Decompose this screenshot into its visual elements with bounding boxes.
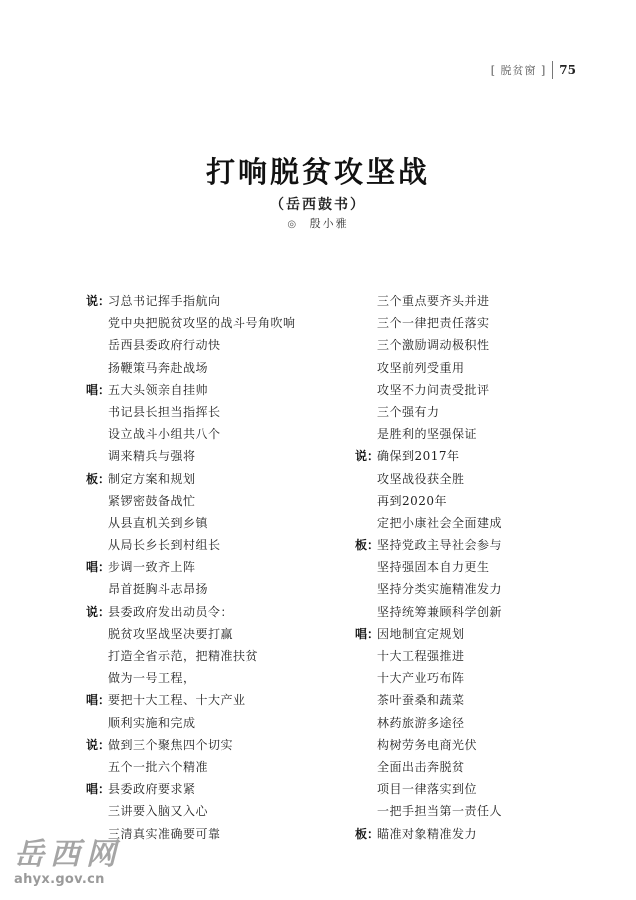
speaker-label bbox=[355, 468, 377, 490]
verse-text: 坚持强固本自力更生 bbox=[377, 560, 490, 575]
verse-line bbox=[86, 556, 296, 578]
speaker-label: 说： bbox=[86, 294, 111, 308]
verse-line bbox=[86, 423, 296, 445]
page-number: 75 bbox=[559, 63, 576, 77]
section-label: [ 脱贫窗 ] bbox=[490, 64, 547, 77]
running-header bbox=[491, 61, 576, 79]
verse-line bbox=[355, 512, 502, 534]
verse-line bbox=[355, 734, 502, 756]
speaker-label bbox=[86, 512, 108, 534]
speaker-label bbox=[355, 712, 377, 734]
verse-line bbox=[355, 334, 502, 356]
speaker-label bbox=[86, 645, 108, 667]
verse-line bbox=[355, 756, 502, 778]
verse-text: 十大产业巧布阵 bbox=[377, 671, 465, 686]
speaker-label: 板： bbox=[355, 826, 380, 841]
verse-text: 调来精兵与强将 bbox=[108, 449, 196, 464]
verse-text: 顺利实施和完成 bbox=[108, 715, 196, 730]
verse-text: 三个一律把责任落实 bbox=[377, 316, 490, 331]
verse-text: 做到三个聚焦四个切实 bbox=[108, 737, 234, 752]
speaker-label bbox=[355, 312, 377, 334]
speaker-label: 说： bbox=[86, 604, 111, 619]
verse-line bbox=[86, 800, 296, 822]
speaker-label bbox=[355, 734, 377, 756]
speaker-label bbox=[355, 778, 377, 800]
speaker-label bbox=[355, 800, 377, 822]
verse-text: 五大头领亲自挂帅 bbox=[108, 382, 209, 397]
speaker-label bbox=[86, 423, 108, 445]
header-divider bbox=[552, 61, 553, 79]
verse-text: 紧锣密鼓备战忙 bbox=[108, 493, 196, 508]
verse-line bbox=[86, 312, 296, 334]
speaker-label bbox=[355, 334, 377, 356]
verse-line bbox=[86, 534, 296, 556]
verse-line bbox=[86, 756, 296, 778]
speaker-label bbox=[86, 534, 108, 556]
verse-text: 昂首挺胸斗志昂扬 bbox=[108, 582, 209, 597]
verse-text: 瞄准对象精准发力 bbox=[377, 826, 478, 841]
verse-text: 做为一号工程， bbox=[108, 671, 196, 686]
verse-line bbox=[355, 601, 502, 623]
verse-line bbox=[86, 578, 296, 600]
verse-line bbox=[86, 712, 296, 734]
verse-text: 岳西县委政府行动快 bbox=[108, 338, 221, 353]
verse-text: 茶叶蚕桑和蔬菜 bbox=[377, 693, 465, 708]
verse-text: 习总书记挥手指航向 bbox=[108, 294, 221, 308]
verse-text: 确保到2017年 bbox=[377, 449, 460, 464]
verse-text: 三个重点要齐头并进 bbox=[377, 294, 490, 308]
verse-text: 从县直机关到乡镇 bbox=[108, 515, 209, 530]
verse-line bbox=[355, 379, 502, 401]
speaker-label bbox=[86, 667, 108, 689]
verse-line bbox=[355, 712, 502, 734]
speaker-label bbox=[355, 290, 377, 312]
speaker-label: 唱： bbox=[86, 560, 111, 575]
site-watermark bbox=[14, 838, 144, 887]
verse-line bbox=[355, 556, 502, 578]
verse-text: 设立战斗小组共八个 bbox=[108, 427, 221, 442]
speaker-label bbox=[86, 623, 108, 645]
speaker-label bbox=[86, 490, 108, 512]
verse-text: 制定方案和规划 bbox=[108, 471, 196, 486]
verse-line bbox=[355, 401, 502, 423]
verse-line bbox=[355, 778, 502, 800]
verse-line bbox=[86, 357, 296, 379]
speaker-label bbox=[355, 667, 377, 689]
speaker-label bbox=[86, 756, 108, 778]
verse-line bbox=[86, 601, 296, 623]
verse-line bbox=[355, 623, 502, 645]
verse-text: 构树劳务电商光伏 bbox=[377, 737, 478, 752]
verse-text: 扬鞭策马奔赴战场 bbox=[108, 360, 209, 375]
verse-line bbox=[355, 312, 502, 334]
verse-line bbox=[355, 578, 502, 600]
verse-line bbox=[86, 734, 296, 756]
speaker-label: 唱： bbox=[355, 626, 380, 641]
right-column bbox=[355, 290, 502, 845]
watermark-logo: 岳西网 bbox=[14, 837, 122, 872]
speaker-label bbox=[86, 445, 108, 467]
speaker-label: 说： bbox=[86, 737, 111, 752]
speaker-label bbox=[86, 578, 108, 600]
speaker-label: 板： bbox=[355, 538, 380, 553]
verse-line bbox=[86, 623, 296, 645]
speaker-label bbox=[355, 490, 377, 512]
verse-text: 因地制宜定规划 bbox=[377, 626, 465, 641]
speaker-label bbox=[86, 401, 108, 423]
speaker-label: 板： bbox=[86, 471, 111, 486]
verse-text: 是胜利的坚强保证 bbox=[377, 427, 478, 442]
speaker-label bbox=[86, 800, 108, 822]
verse-text: 攻坚不力问责受批评 bbox=[377, 382, 490, 397]
verse-text: 书记县长担当指挥长 bbox=[108, 404, 221, 419]
speaker-label bbox=[355, 645, 377, 667]
verse-line bbox=[355, 823, 502, 845]
speaker-label: 唱： bbox=[86, 693, 111, 708]
verse-text: 三个强有力 bbox=[377, 404, 440, 419]
left-column bbox=[86, 290, 296, 845]
verse-text: 三个激励调动极积性 bbox=[377, 338, 490, 353]
verse-line bbox=[86, 468, 296, 490]
speaker-label bbox=[355, 689, 377, 711]
speaker-label: 唱： bbox=[86, 382, 111, 397]
verse-text: 全面出击奔脱贫 bbox=[377, 759, 465, 774]
speaker-label bbox=[355, 756, 377, 778]
verse-text: 攻坚战役获全胜 bbox=[377, 471, 465, 486]
verse-line bbox=[355, 800, 502, 822]
verse-line bbox=[355, 645, 502, 667]
verse-text: 三清真实准确要可靠 bbox=[108, 826, 221, 841]
verse-text: 十大工程强推进 bbox=[377, 649, 465, 663]
speaker-label bbox=[355, 357, 377, 379]
verse-line bbox=[355, 667, 502, 689]
verse-line bbox=[355, 490, 502, 512]
verse-text: 再到2020年 bbox=[377, 493, 448, 508]
speaker-label bbox=[355, 556, 377, 578]
bullet-icon: ◎ bbox=[287, 219, 299, 230]
verse-text: 坚持统筹兼顾科学创新 bbox=[377, 604, 503, 619]
verse-line bbox=[355, 423, 502, 445]
verse-text: 项目一律落实到位 bbox=[377, 782, 478, 797]
speaker-label bbox=[355, 379, 377, 401]
verse-line bbox=[86, 379, 296, 401]
verse-line bbox=[86, 667, 296, 689]
verse-line bbox=[355, 357, 502, 379]
watermark-url: ahyx.gov.cn bbox=[14, 872, 105, 887]
article-subtitle: （岳西鼓书） bbox=[270, 197, 366, 213]
verse-text: 坚持党政主导社会参与 bbox=[377, 538, 503, 553]
verse-text: 县委政府发出动员令： bbox=[108, 604, 234, 619]
verse-line bbox=[355, 468, 502, 490]
verse-text: 县委政府要求紧 bbox=[108, 782, 196, 797]
verse-text: 从局长乡长到村组长 bbox=[108, 538, 221, 553]
verse-text: 党中央把脱贫攻坚的战斗号角吹响 bbox=[108, 316, 296, 331]
verse-line bbox=[355, 534, 502, 556]
verse-line bbox=[86, 645, 296, 667]
speaker-label: 说： bbox=[355, 449, 380, 464]
verse-line bbox=[86, 689, 296, 711]
speaker-label bbox=[86, 712, 108, 734]
verse-text: 打造全省示范，把精准扶贫 bbox=[108, 649, 259, 663]
verse-line bbox=[86, 778, 296, 800]
speaker-label bbox=[355, 578, 377, 600]
author-line bbox=[0, 215, 636, 231]
verse-line bbox=[355, 689, 502, 711]
verse-text: 五个一批六个精准 bbox=[108, 759, 209, 774]
verse-text: 要把十大工程、十大产业 bbox=[108, 693, 246, 708]
verse-text: 定把小康社会全面建成 bbox=[377, 515, 503, 530]
verse-line bbox=[86, 512, 296, 534]
speaker-label bbox=[355, 512, 377, 534]
author-name: 殷小雅 bbox=[309, 217, 349, 230]
speaker-label bbox=[86, 312, 108, 334]
speaker-label bbox=[355, 601, 377, 623]
verse-text: 攻坚前列受重用 bbox=[377, 360, 465, 375]
verse-line bbox=[86, 401, 296, 423]
verse-line bbox=[86, 445, 296, 467]
verse-text: 三讲要入脑又入心 bbox=[108, 804, 209, 819]
verse-line bbox=[86, 490, 296, 512]
article-title: 打响脱贫攻坚战 bbox=[205, 155, 430, 189]
speaker-label bbox=[355, 401, 377, 423]
verse-text: 一把手担当第一责任人 bbox=[377, 804, 503, 819]
verse-text: 林药旅游多途径 bbox=[377, 715, 465, 730]
speaker-label bbox=[86, 357, 108, 379]
verse-line bbox=[355, 290, 502, 312]
verse-text: 脱贫攻坚战坚决要打赢 bbox=[108, 626, 234, 641]
verse-line bbox=[355, 445, 502, 467]
speaker-label bbox=[86, 334, 108, 356]
verse-line bbox=[86, 290, 296, 312]
verse-text: 坚持分类实施精准发力 bbox=[377, 582, 503, 597]
speaker-label: 唱： bbox=[86, 782, 111, 797]
verse-text: 步调一致齐上阵 bbox=[108, 560, 196, 575]
speaker-label bbox=[355, 423, 377, 445]
verse-line bbox=[86, 334, 296, 356]
